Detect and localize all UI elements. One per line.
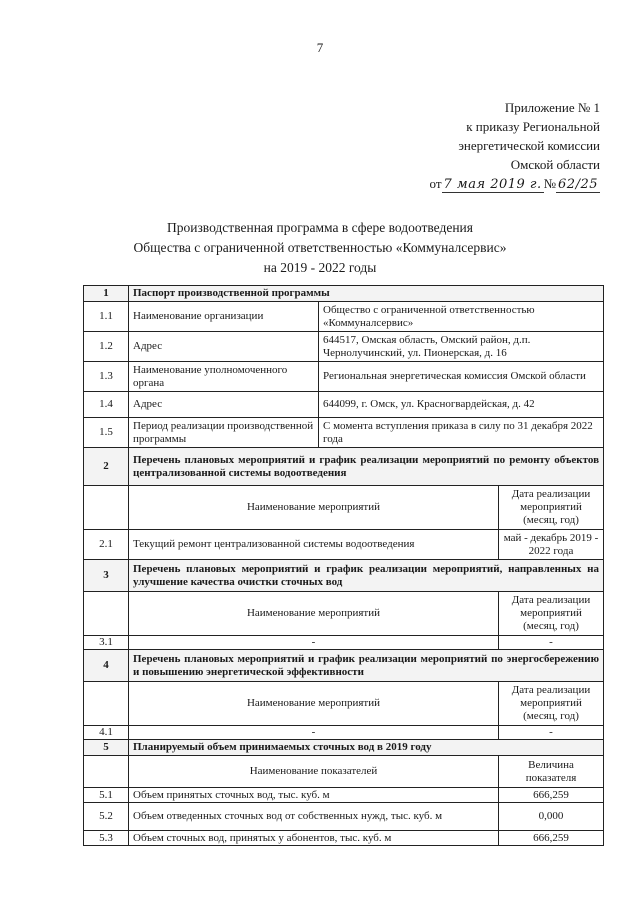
column-header: Наименование мероприятий: [129, 682, 499, 726]
row-name: Объем сточных вод, принятых у абонентов, тыс. куб. м: [129, 831, 499, 846]
row-name: Объем принятых сточных вод, тыс. куб. м: [129, 788, 499, 803]
empty-cell: [84, 682, 129, 726]
table-row: [84, 418, 604, 448]
row-name: Объем отведенных сточных вод от собственных нужд, тыс. куб. м: [129, 803, 499, 831]
title-line: на 2019 - 2022 годы: [263, 260, 377, 275]
section-heading: Перечень плановых мероприятий и график реализации мероприятий, направленных на улучшение качества очистки сточных вод: [129, 560, 604, 592]
appendix-line: Приложение № 1: [504, 100, 600, 115]
section-heading: Перечень плановых мероприятий и график реализации мероприятий по энергосбережению и повышению энергетической эффективности: [129, 650, 604, 682]
column-header: Дата реализации мероприятий (месяц, год): [499, 682, 604, 726]
row-date: -: [499, 726, 604, 740]
appendix-line: энергетической комиссии: [458, 138, 600, 153]
row-name: -: [129, 636, 499, 650]
row-number: 1.3: [84, 362, 129, 392]
row-value: 666,259: [499, 831, 604, 846]
section-header-row: [84, 650, 604, 682]
row-label: Адрес: [129, 332, 319, 362]
row-date: -: [499, 636, 604, 650]
table-row: [84, 332, 604, 362]
table-row: [84, 302, 604, 332]
row-date: май - декабрь 2019 - 2022 года: [499, 530, 604, 560]
row-label: Период реализации производственной программы: [129, 418, 319, 448]
column-header: Дата реализации мероприятий (месяц, год): [499, 592, 604, 636]
section-number: 2: [84, 448, 129, 486]
row-number: 4.1: [84, 726, 129, 740]
section-number: 3: [84, 560, 129, 592]
appendix-line: Омской области: [510, 157, 600, 172]
table-row: [84, 392, 604, 418]
row-name: -: [129, 726, 499, 740]
column-header: Величина показателя: [499, 756, 604, 788]
empty-cell: [84, 486, 129, 530]
order-date-line: [430, 174, 600, 193]
table-row: [84, 831, 604, 846]
row-number: 1.4: [84, 392, 129, 418]
empty-cell: [84, 756, 129, 788]
row-value: 644099, г. Омск, ул. Красногвардейская, д. 42: [319, 392, 604, 418]
empty-cell: [84, 592, 129, 636]
row-number: 1.2: [84, 332, 129, 362]
row-value: Региональная энергетическая комиссия Омской области: [319, 362, 604, 392]
table-row: [84, 530, 604, 560]
column-header-row: [84, 756, 604, 788]
column-header: Наименование показателей: [129, 756, 499, 788]
section-heading: Паспорт производственной программы: [129, 286, 604, 302]
section-header-row: [84, 560, 604, 592]
date-prefix: от: [429, 176, 442, 191]
section-number: 1: [84, 286, 129, 302]
column-header: Дата реализации мероприятий (месяц, год): [499, 486, 604, 530]
document-title: [0, 218, 640, 278]
row-value: С момента вступления приказа в силу по 31 декабря 2022 года: [319, 418, 604, 448]
column-header-row: [84, 486, 604, 530]
column-header: Наименование мероприятий: [129, 486, 499, 530]
section-header-row: [84, 286, 604, 302]
section-heading: Перечень плановых мероприятий и график реализации мероприятий по ремонту объектов централизованной системы водоотведения: [129, 448, 604, 486]
column-header-row: [84, 592, 604, 636]
table-row: [84, 788, 604, 803]
section-header-row: [84, 740, 604, 756]
table-row: [84, 803, 604, 831]
section-number: 5: [84, 740, 129, 756]
row-label: Наименование уполномоченного органа: [129, 362, 319, 392]
row-value: Общество с ограниченной ответственностью «Коммуналсервис»: [319, 302, 604, 332]
row-number: 1.5: [84, 418, 129, 448]
program-table: [83, 285, 604, 846]
appendix-line: к приказу Региональной: [466, 119, 600, 134]
table-row: [84, 726, 604, 740]
page-number: 7: [316, 40, 324, 55]
row-number: 5.1: [84, 788, 129, 803]
title-line: Общества с ограниченной ответственностью «Коммуналсервис»: [133, 240, 507, 255]
number-sign: №: [543, 176, 557, 191]
table-row: [84, 362, 604, 392]
row-value: 666,259: [499, 788, 604, 803]
row-number: 5.3: [84, 831, 129, 846]
appendix-block: [430, 98, 600, 193]
row-label: Наименование организации: [129, 302, 319, 332]
row-number: 3.1: [84, 636, 129, 650]
row-number: 2.1: [84, 530, 129, 560]
row-number: 5.2: [84, 803, 129, 831]
row-value: 644517, Омская область, Омский район, д.п. Чернолучинский, ул. Пионерская, д. 16: [319, 332, 604, 362]
table-row: [84, 636, 604, 650]
row-label: Адрес: [129, 392, 319, 418]
title-line: Производственная программа в сфере водоотведения: [166, 220, 473, 235]
section-number: 4: [84, 650, 129, 682]
row-name: Текущий ремонт централизованной системы водоотведения: [129, 530, 499, 560]
row-value: 0,000: [499, 803, 604, 831]
column-header: Наименование мероприятий: [129, 592, 499, 636]
section-heading: Планируемый объем принимаемых сточных вод в 2019 году: [129, 740, 604, 756]
column-header-row: [84, 682, 604, 726]
handwritten-date: 7 мая 2019 г.: [443, 177, 542, 192]
section-header-row: [84, 448, 604, 486]
row-number: 1.1: [84, 302, 129, 332]
handwritten-number: 62/25: [558, 177, 598, 192]
